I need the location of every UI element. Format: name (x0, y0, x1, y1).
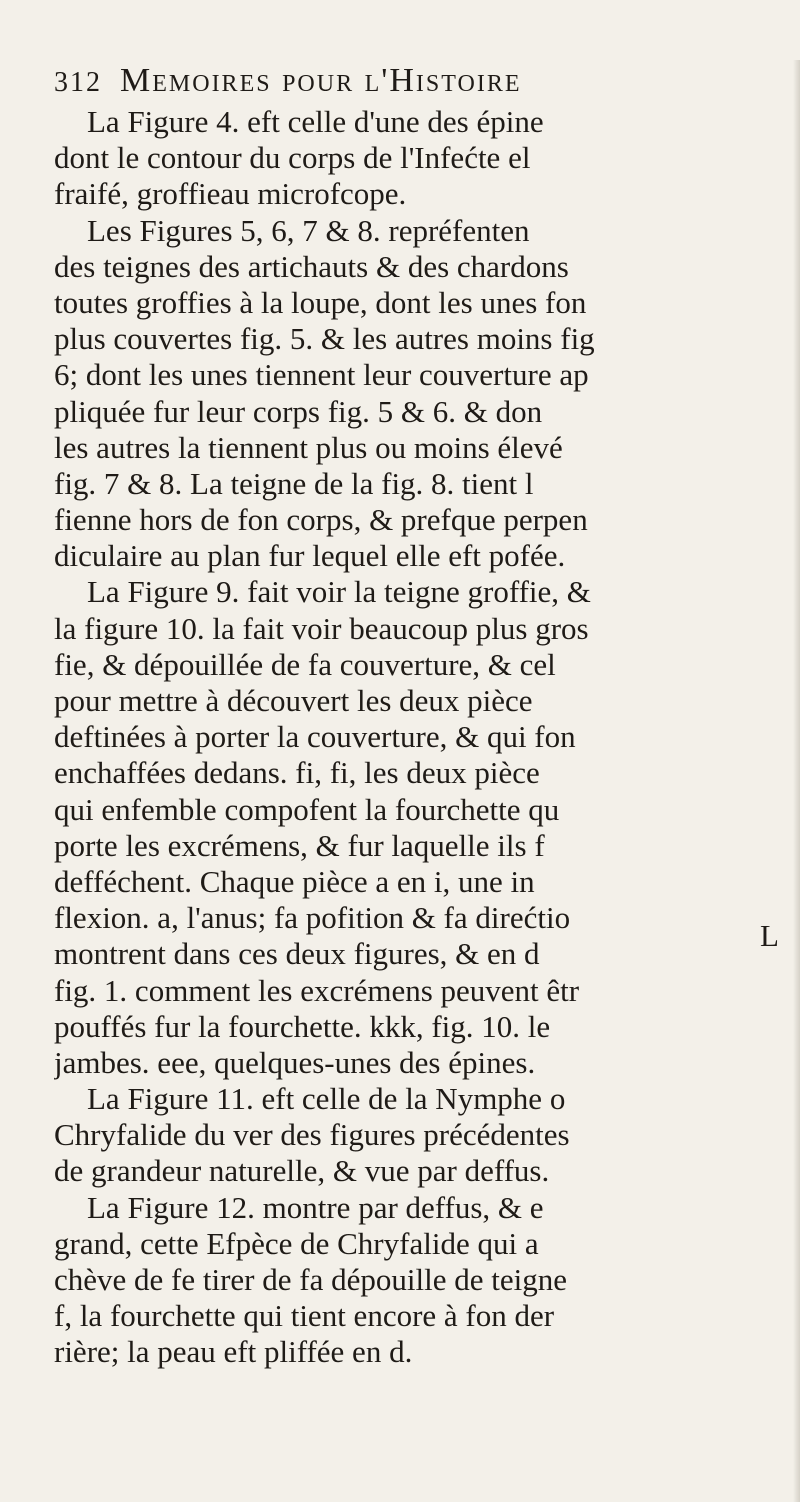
text-line: defféchent. Chaque pièce a en i, une in (54, 863, 535, 899)
text-line: La Figure 4. eft celle d'une des épine (87, 104, 544, 139)
text-line: pliquée fur leur corps fig. 5 & 6. & don (54, 393, 543, 429)
text-line: fraifé, groffieau microfcope. (54, 176, 407, 212)
text-line: rière; la peau eft pliffée en d. (54, 1334, 413, 1370)
text-line: fienne hors de fon corps, & prefque perpen (54, 502, 588, 538)
text-line: grand, cette Efpèce de Chryfalide qui a (54, 1225, 539, 1261)
text-line: Chryfalide du ver des figures précédentes (54, 1117, 570, 1153)
text-line: des teignes des artichauts & des chardons (54, 248, 569, 284)
running-title: Memoires pour l'Histoire (120, 62, 522, 99)
text-line: deftinées à porter la couverture, & qui fon (54, 719, 576, 755)
text-line: fig. 1. comment les excrémens peuvent êtr (54, 972, 580, 1008)
page-edge-shadow (793, 60, 800, 1502)
page-number: 312 (54, 67, 102, 98)
text-line: chève de fe tirer de fa dépouille de teigne (54, 1262, 567, 1297)
catchword: L (760, 918, 779, 953)
text-line: La Figure 11. eft celle de la Nymphe o (87, 1081, 566, 1117)
text-line: pour mettre à découvert les deux pièce (54, 683, 533, 718)
text-line: pouffés fur la fourchette. kkk, fig. 10. le (54, 1008, 551, 1044)
text-line: plus couvertes fig. 5. & les autres moins fig (54, 321, 595, 357)
text-line: 6; dont les unes tiennent leur couverture ap (54, 357, 589, 393)
text-line: toutes groffies à la loupe, dont les unes fon (54, 284, 587, 320)
text-line: jambes. eee, quelques-unes des épines. (54, 1044, 536, 1080)
text-line: flexion. a, l'anus; fa pofition & fa direćtio (54, 900, 571, 936)
text-line: porte les excrémens, & fur laquelle ils f (54, 827, 545, 863)
text-line: dont le contour du corps de l'Infećte el (54, 140, 531, 176)
text-line: La Figure 9. fait voir la teigne groffie, & (87, 574, 591, 610)
text-line: la figure 10. la fait voir beaucoup plus gros (54, 610, 589, 646)
text-line: qui enfemble compofent la fourchette qu (54, 791, 560, 827)
text-line: fig. 7 & 8. La teigne de la fig. 8. tient l (54, 465, 534, 501)
text-line: les autres la tiennent plus ou moins élevé (54, 429, 563, 465)
text-line: fie, & dépouillée de fa couverture, & cel (54, 646, 556, 682)
body-text (54, 104, 800, 1371)
text-line: Les Figures 5, 6, 7 & 8. repréfenten (87, 212, 530, 248)
text-line: La Figure 12. montre par deffus, & e (87, 1189, 544, 1225)
text-line: de grandeur naturelle, & vue par deffus. (54, 1153, 550, 1189)
running-header (54, 62, 794, 106)
text-line: diculaire au plan fur lequel elle eft pofée. (54, 538, 566, 574)
text-line: montrent dans ces deux figures, & en d (54, 936, 540, 972)
text-line: enchaffées dedans. fi, fi, les deux pièce (54, 755, 540, 791)
text-line: f, la fourchette qui tient encore à fon der (54, 1298, 555, 1334)
